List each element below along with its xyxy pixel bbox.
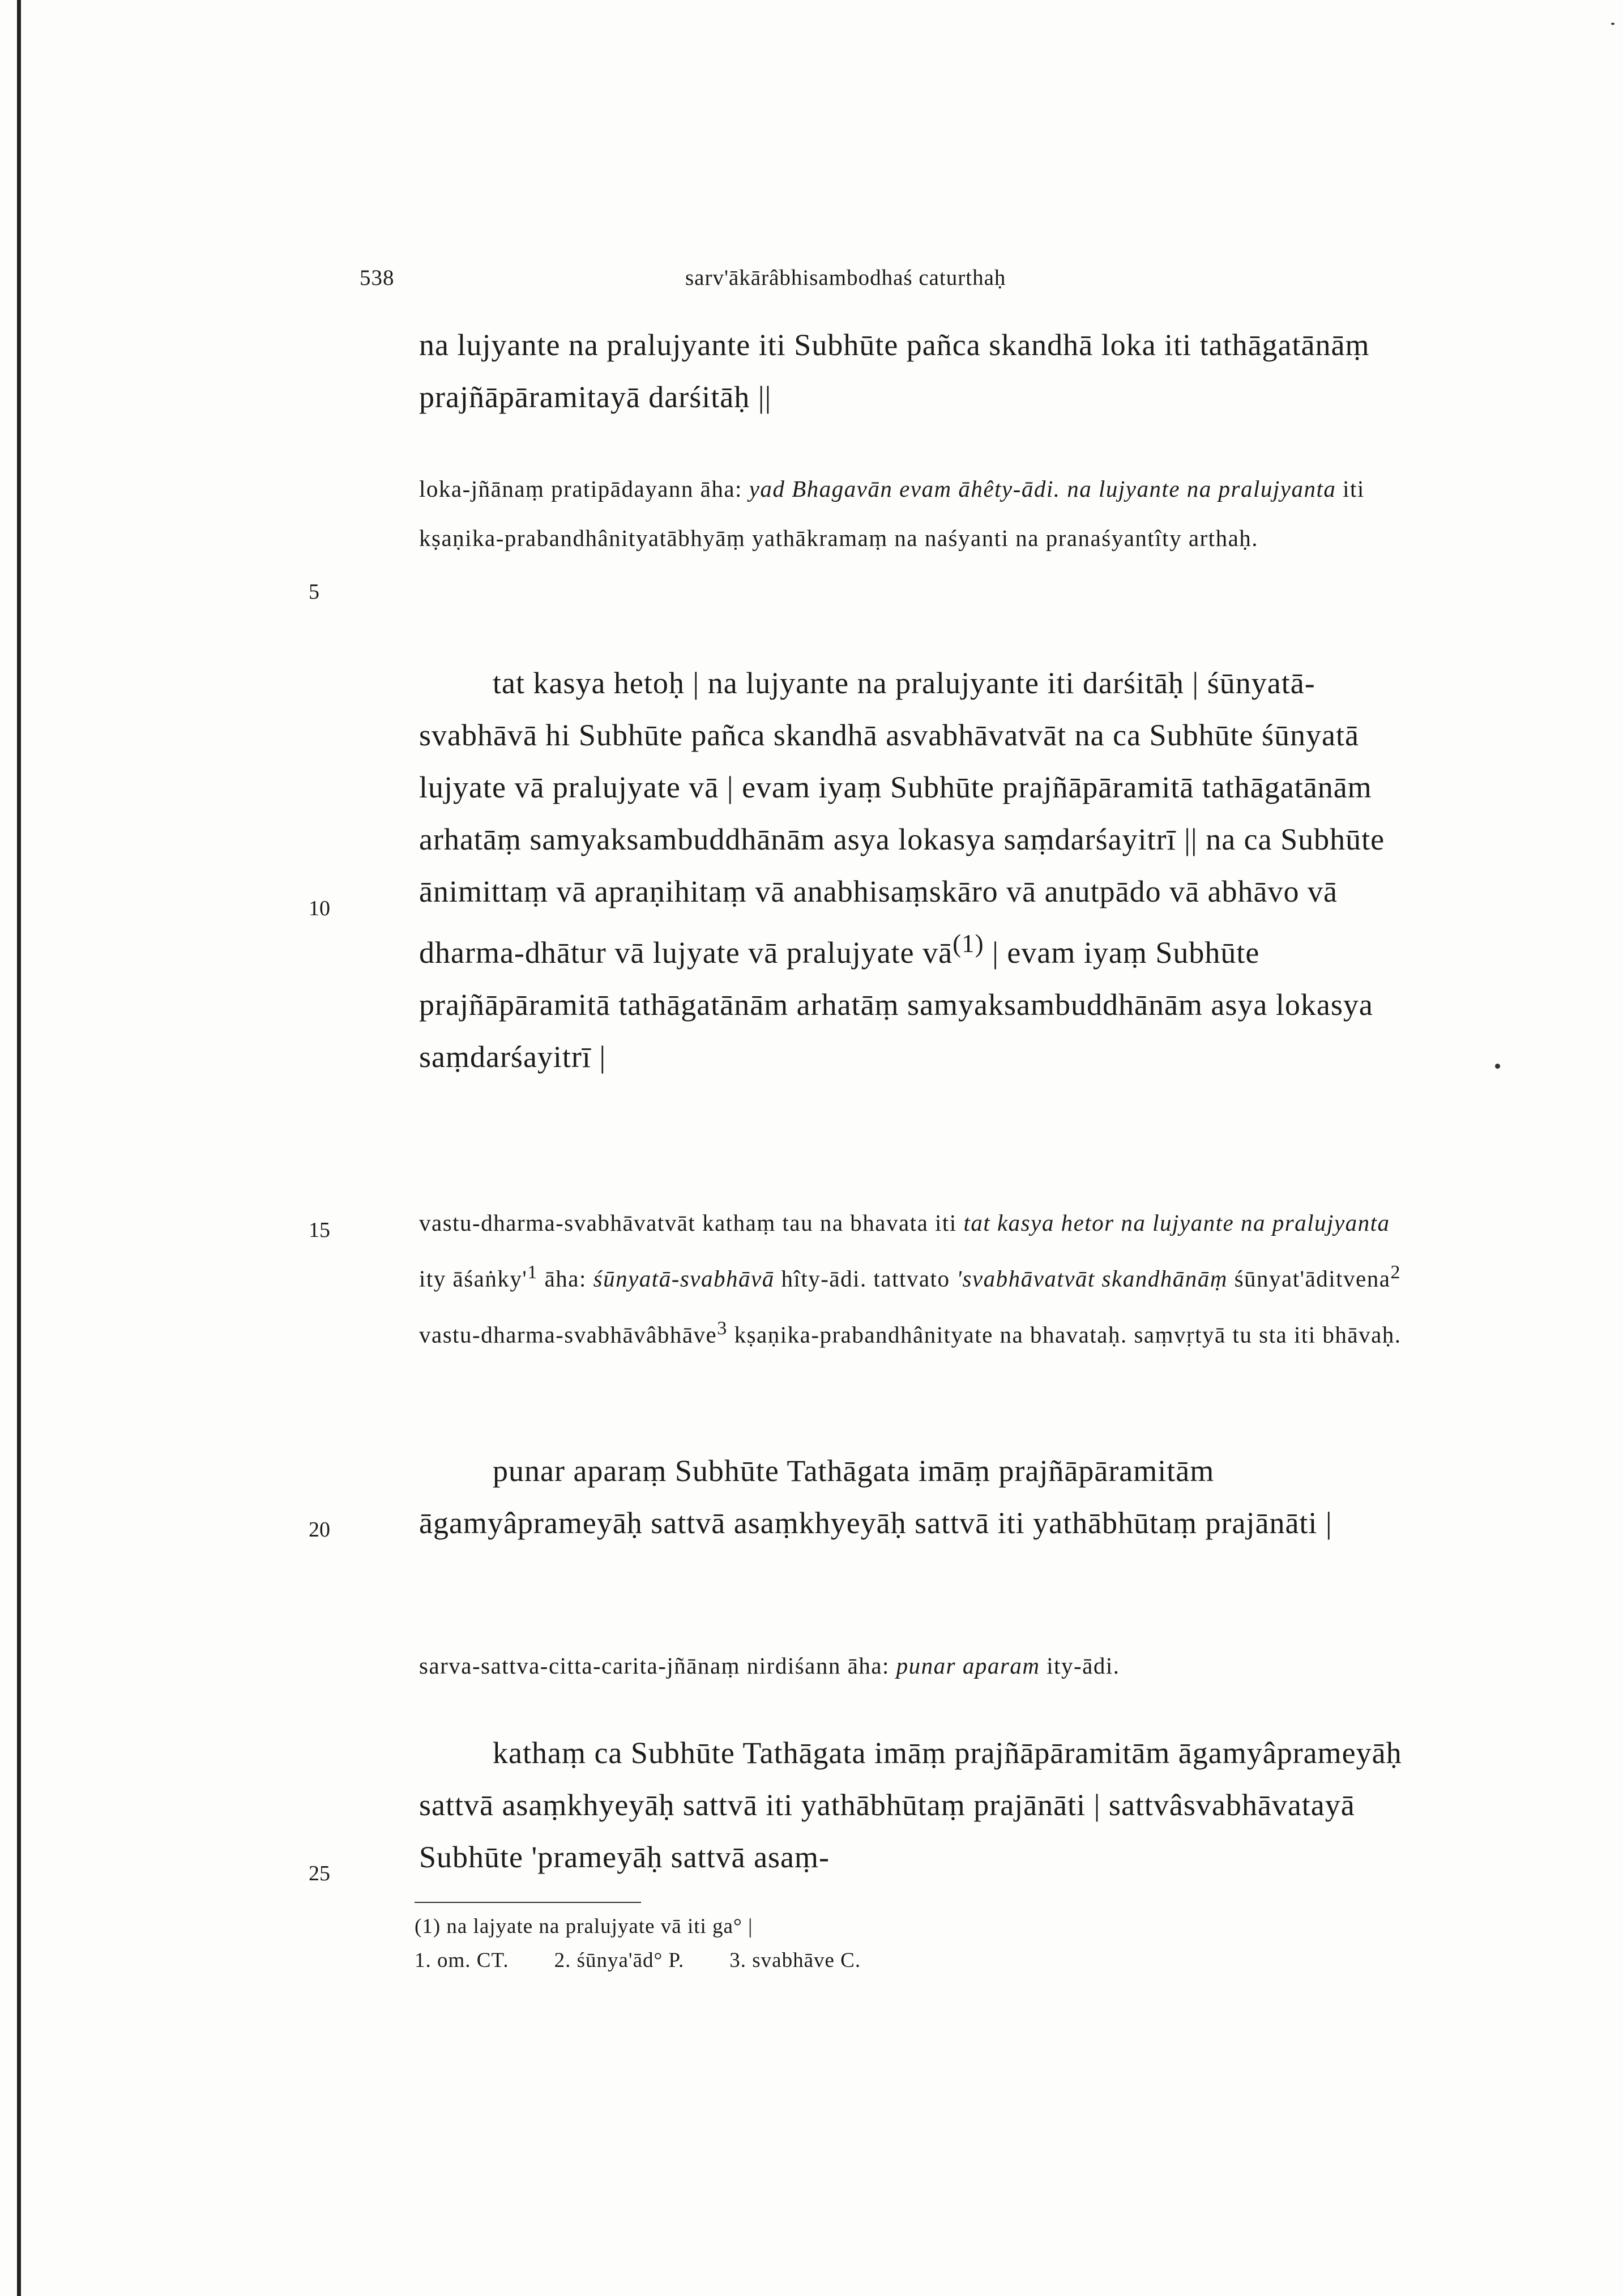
commentary-span: vastu-dharma-svabhāvatvāt kathaṃ tau na bhavata iti [419,1210,957,1236]
commentary-paragraph-1 [419,464,1421,563]
variant-note: 2. śūnya'ād° P. [554,1949,685,1972]
commentary-span: vastu-dharma-svabhāvâbhāve [419,1321,717,1348]
binding-edge-line [17,0,21,2296]
lemma-italic: śūnyatā-svabhāvā [593,1265,775,1292]
main-text [419,657,1421,1083]
main-text: punar aparaṃ Subhūte Tathāgata imāṃ prajñāpāramitām āgamyâprameyāḥ sattvā asaṃkhyeyāḥ sattvā iti yathābhūtaṃ prajānāti | [419,1454,1332,1540]
scan-speck [1611,23,1615,25]
commentary-span: hîty-ādi. tattvato [781,1265,950,1292]
variant-reference: 3 [717,1317,728,1339]
scan-speck [1495,1064,1500,1069]
commentary-span: loka-jñānaṃ pratipādayann āha: [419,476,742,502]
variant-notes [415,1948,861,1973]
commentary-span: āha: [544,1265,587,1292]
main-text: kathaṃ ca Subhūte Tathāgata imāṃ prajñāpāramitām āgamyâprameyāḥ sattvā asaṃkhyeyāḥ sattvā iti yathābhūtaṃ prajānāti | sattvâsvabhāvatayā Subhūte 'prameyāḥ sattvā asaṃ- [419,1736,1402,1874]
main-text-paragraph-2 [419,657,1421,1083]
commentary-span: kṣaṇika-prabandhânityate na bhavataḥ. saṃvṛtyā tu sta iti bhāvaḥ. [734,1321,1402,1348]
commentary-paragraph-3 [419,1641,1421,1691]
variant-reference: 2 [1390,1262,1401,1283]
commentary-span: iti kṣaṇika-prabandhânityatābhyāṃ yathākramaṃ na naśyanti na pranaśyantîty arthaḥ. [419,476,1365,551]
commentary-span: ity-ādi. [1047,1653,1120,1679]
main-text-paragraph-1 [419,319,1421,423]
lemma-italic: tat kasya hetor na lujyante na pralujyanta [963,1210,1390,1236]
line-number: 10 [309,897,330,920]
main-text-span: | evam iyaṃ Subhūte prajñāpāramitā tathāgatānām arhatāṃ samyaksambuddhānām asya lokasya saṃdarśayitrī | [419,936,1373,1074]
lemma-italic: punar aparam [896,1653,1040,1679]
footnote-reference: (1) [953,929,984,958]
lemma-italic: 'svabhāvatvāt skandhānāṃ [956,1265,1228,1292]
main-text: na lujyante na pralujyante iti Subhūte pañca skandhā loka iti tathāgatānāṃ prajñāpāramitayā darśitāḥ || [419,328,1370,414]
footnote: (1) na lajyate na pralujyate vā iti ga° | [415,1915,753,1938]
variant-note: 3. svabhāve C. [729,1949,861,1972]
variant-note: 1. om. CT. [415,1949,509,1972]
main-text-paragraph-3 [419,1445,1421,1549]
line-number: 20 [309,1518,330,1542]
variant-reference: 1 [527,1262,538,1283]
page-header [360,265,1430,299]
main-text-paragraph-4 [419,1727,1421,1883]
commentary-paragraph-2 [419,1198,1421,1359]
commentary-text [419,1198,1421,1359]
main-text-span: tat kasya hetoḥ | na lujyante na pralujyante iti darśitāḥ | śūnyatā-svabhāvā hi Subhūte pañca skandhā asvabhāvatvāt na ca Subhūte śūnyatā lujyate vā pralujyate vā | evam iyaṃ Subhūte prajñāpāramitā tathāgatānām arhatāṃ samyaksambuddhānām asya lokasya saṃdarśayitrī || na ca Subhūte ānimittaṃ vā apraṇihitaṃ vā anabhisaṃskāro vā anutpādo vā abhāvo vā dharma-dhātur vā lujyate vā pralujyate vā [419,666,1385,970]
line-number: 15 [309,1218,330,1242]
commentary-text [419,1641,1421,1691]
line-number: 25 [309,1862,330,1885]
commentary-text [419,464,1421,563]
footnote-rule [415,1902,641,1903]
commentary-span: śūnyat'āditvena [1234,1265,1391,1292]
commentary-span: sarva-sattva-citta-carita-jñānaṃ nirdiśann āha: [419,1653,890,1679]
commentary-span: ity āśaṅky' [419,1265,528,1292]
running-title: sarv'ākārâbhisambodhaś caturthaḥ [685,266,1006,290]
line-number: 5 [309,580,319,604]
lemma-italic: na lujyante na pralujyanta [1067,476,1336,502]
lemma-italic: yad Bhagavān evam āhêty-ādi. [749,476,1061,502]
page-number: 538 [360,266,395,290]
